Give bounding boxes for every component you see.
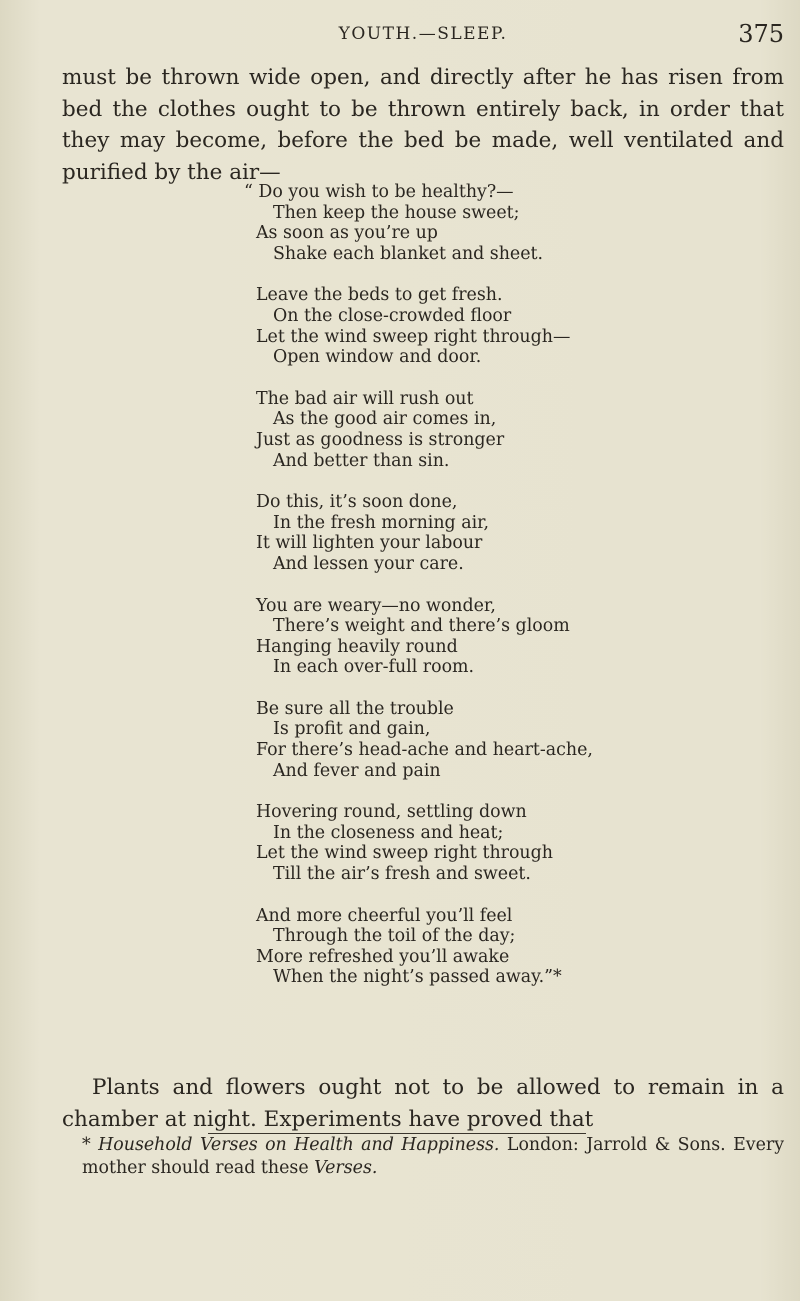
poem-line: Just as goodness is stronger — [256, 429, 505, 450]
page-number: 375 — [738, 20, 784, 48]
poem-line: Be sure all the trouble — [256, 698, 454, 719]
poem-stanza — [256, 285, 756, 367]
poem-line: “ Do you wish to be healthy?— — [244, 182, 514, 202]
poem-line: Hovering round, settling down — [256, 802, 527, 823]
poem-line: You are weary—no wonder, — [256, 595, 496, 616]
poem-line: For there’s head-ache and heart-ache, — [256, 740, 593, 761]
poem-line: Then keep the house sweet; — [273, 202, 520, 223]
poem-stanza — [256, 596, 756, 678]
poem-line: Hanging heavily round — [256, 636, 458, 657]
footnote-title-2: Verses. — [314, 1158, 378, 1178]
poem-line: In each over-full room. — [273, 657, 475, 678]
poem-line: In the fresh morning air, — [273, 512, 490, 533]
poem-line: And more cheerful you’ll feel — [256, 905, 513, 926]
poem-line: And lessen your care. — [273, 553, 464, 574]
poem-line: Through the toil of the day; — [273, 926, 516, 947]
poem — [244, 182, 756, 1009]
footnote-text-2: Jarrold & Sons. Every mother should read these — [82, 1135, 785, 1178]
poem-line: It will lighten your labour — [256, 533, 483, 554]
footnote-title: Household Verses on Health and Happiness. — [98, 1135, 500, 1155]
poem-line: More refreshed you’ll awake — [256, 946, 510, 967]
poem-line: In the closeness and heat; — [273, 822, 504, 843]
poem-line: Shake each blanket and sheet. — [273, 243, 544, 264]
paragraph-bottom: Plants and flowers ought not to be allowed to remain in a chamber at night. Experiments have proved that — [62, 1075, 784, 1132]
poem-line: And better than sin. — [273, 450, 450, 471]
poem-line: Till the air’s fresh and sweet. — [273, 864, 531, 885]
poem-line: The bad air will rush out — [256, 388, 474, 409]
footnote — [62, 1134, 784, 1180]
footnote-text-1: London: — [506, 1135, 579, 1155]
poem-line: Let the wind sweep right through— — [256, 326, 571, 347]
poem-line: And fever and pain — [273, 760, 441, 781]
poem-line: On the close-crowded floor — [273, 305, 512, 326]
poem-stanza — [256, 389, 756, 471]
poem-line: Is profit and gain, — [273, 719, 431, 740]
poem-stanza — [244, 182, 756, 264]
footnote-marker: * — [82, 1135, 91, 1155]
poem-line: When the night’s passed away.”* — [273, 967, 562, 988]
poem-line: Open window and door. — [273, 347, 482, 368]
poem-line: As the good air comes in, — [273, 409, 497, 430]
running-title: YOUTH.—SLEEP. — [338, 24, 508, 44]
poem-line: There’s weight and there’s gloom — [273, 616, 570, 637]
poem-stanza — [256, 699, 756, 781]
poem-stanza — [256, 492, 756, 574]
paragraph-top: must be thrown wide open, and directly after he has risen from bed the clothes ought to be thrown entirely back, in order that they may become, before the bed be made, well ventilated and purified by the air— — [62, 65, 784, 186]
poem-line: As soon as you’re up — [256, 223, 438, 244]
poem-stanza — [256, 906, 756, 988]
poem-line: Do this, it’s soon done, — [256, 492, 458, 513]
poem-line: Leave the beds to get fresh. — [256, 285, 503, 306]
poem-line: Let the wind sweep right through — [256, 843, 553, 864]
poem-stanza — [256, 802, 756, 884]
running-head — [62, 20, 784, 48]
